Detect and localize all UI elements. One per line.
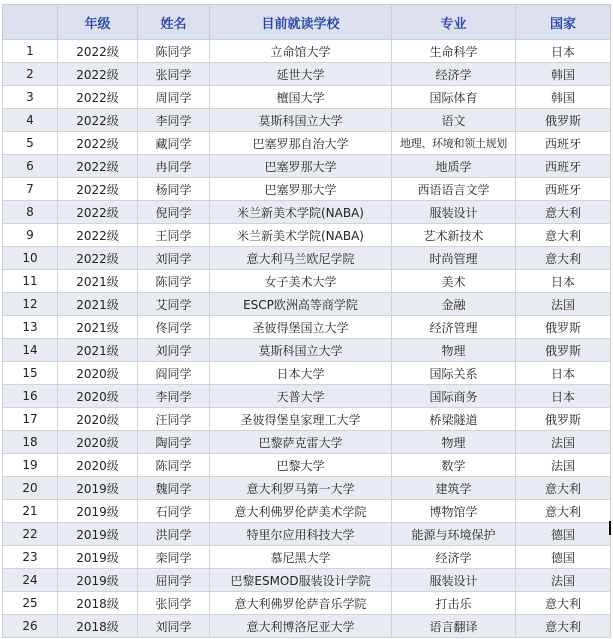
table-row bbox=[3, 431, 611, 454]
cell-grade: 2022级 bbox=[58, 132, 138, 155]
cell-country: 德国 bbox=[516, 546, 611, 569]
cell-index: 17 bbox=[3, 408, 58, 431]
cell-index: 19 bbox=[3, 454, 58, 477]
table-row bbox=[3, 178, 611, 201]
cell-name: 陈同学 bbox=[138, 40, 210, 63]
cell-school: 意大利佛罗伦萨美术学院 bbox=[210, 500, 392, 523]
table-row bbox=[3, 293, 611, 316]
cell-grade: 2021级 bbox=[58, 293, 138, 316]
cell-index: 13 bbox=[3, 316, 58, 339]
cell-country: 意大利 bbox=[516, 592, 611, 615]
cell-major: 艺术新技术 bbox=[392, 224, 516, 247]
cell-grade: 2022级 bbox=[58, 40, 138, 63]
cell-name: 张同学 bbox=[138, 63, 210, 86]
cell-grade: 2020级 bbox=[58, 385, 138, 408]
cell-index: 23 bbox=[3, 546, 58, 569]
cell-name: 栾同学 bbox=[138, 546, 210, 569]
cell-school: 意大利罗马第一大学 bbox=[210, 477, 392, 500]
cell-index: 20 bbox=[3, 477, 58, 500]
table-row bbox=[3, 339, 611, 362]
cell-country: 韩国 bbox=[516, 86, 611, 109]
cell-index: 18 bbox=[3, 431, 58, 454]
cell-index: 21 bbox=[3, 500, 58, 523]
students-table bbox=[2, 4, 611, 638]
cell-school: 檀国大学 bbox=[210, 86, 392, 109]
cell-country: 意大利 bbox=[516, 615, 611, 638]
cell-major: 经济管理 bbox=[392, 316, 516, 339]
cell-major: 打击乐 bbox=[392, 592, 516, 615]
cell-country: 日本 bbox=[516, 40, 611, 63]
header-index bbox=[3, 5, 58, 40]
table-row bbox=[3, 316, 611, 339]
cell-index: 15 bbox=[3, 362, 58, 385]
cell-major: 物理 bbox=[392, 339, 516, 362]
cell-school: 意大利博洛尼亚大学 bbox=[210, 615, 392, 638]
cell-school: 圣彼得堡皇家理工大学 bbox=[210, 408, 392, 431]
cell-index: 4 bbox=[3, 109, 58, 132]
cell-country: 俄罗斯 bbox=[516, 316, 611, 339]
cell-grade: 2021级 bbox=[58, 316, 138, 339]
cell-name: 艾同学 bbox=[138, 293, 210, 316]
cell-name: 石同学 bbox=[138, 500, 210, 523]
cell-name: 刘同学 bbox=[138, 339, 210, 362]
cell-name: 张同学 bbox=[138, 592, 210, 615]
cell-index: 6 bbox=[3, 155, 58, 178]
cell-index: 9 bbox=[3, 224, 58, 247]
cell-major: 西语语言文学 bbox=[392, 178, 516, 201]
cell-major: 国际关系 bbox=[392, 362, 516, 385]
cell-major: 物理 bbox=[392, 431, 516, 454]
table-row bbox=[3, 546, 611, 569]
table-header-row bbox=[3, 5, 611, 40]
table-row bbox=[3, 201, 611, 224]
cell-name: 佟同学 bbox=[138, 316, 210, 339]
cell-school: 日本大学 bbox=[210, 362, 392, 385]
cell-school: 延世大学 bbox=[210, 63, 392, 86]
cell-school: 米兰新美术学院(NABA) bbox=[210, 224, 392, 247]
cell-school: 米兰新美术学院(NABA) bbox=[210, 201, 392, 224]
table-row bbox=[3, 40, 611, 63]
table-row bbox=[3, 224, 611, 247]
cell-name: 藏同学 bbox=[138, 132, 210, 155]
cell-grade: 2022级 bbox=[58, 247, 138, 270]
cell-country: 俄罗斯 bbox=[516, 408, 611, 431]
cell-grade: 2021级 bbox=[58, 339, 138, 362]
cell-school: ESCP欧洲高等商学院 bbox=[210, 293, 392, 316]
table-row bbox=[3, 109, 611, 132]
cell-school: 巴塞罗那自治大学 bbox=[210, 132, 392, 155]
cell-name: 陈同学 bbox=[138, 454, 210, 477]
cell-school: 莫斯科国立大学 bbox=[210, 109, 392, 132]
table-body bbox=[3, 40, 611, 638]
table-row bbox=[3, 569, 611, 592]
cell-index: 14 bbox=[3, 339, 58, 362]
cell-school: 巴黎大学 bbox=[210, 454, 392, 477]
cell-grade: 2020级 bbox=[58, 431, 138, 454]
cell-grade: 2022级 bbox=[58, 63, 138, 86]
cell-country: 德国 bbox=[516, 523, 611, 546]
cell-grade: 2018级 bbox=[58, 615, 138, 638]
cell-name: 冉同学 bbox=[138, 155, 210, 178]
cell-name: 阎同学 bbox=[138, 362, 210, 385]
cell-major: 地质学 bbox=[392, 155, 516, 178]
cell-school: 特里尔应用科技大学 bbox=[210, 523, 392, 546]
cell-index: 8 bbox=[3, 201, 58, 224]
cell-major: 能源与环境保护 bbox=[392, 523, 516, 546]
cell-school: 巴黎萨克雷大学 bbox=[210, 431, 392, 454]
cell-name: 周同学 bbox=[138, 86, 210, 109]
table-row bbox=[3, 247, 611, 270]
cell-major: 金融 bbox=[392, 293, 516, 316]
cell-index: 5 bbox=[3, 132, 58, 155]
cell-index: 10 bbox=[3, 247, 58, 270]
cell-school: 巴塞罗那大学 bbox=[210, 155, 392, 178]
cell-country: 意大利 bbox=[516, 500, 611, 523]
table-row bbox=[3, 500, 611, 523]
cell-country: 意大利 bbox=[516, 224, 611, 247]
cell-index: 7 bbox=[3, 178, 58, 201]
cell-country: 俄罗斯 bbox=[516, 109, 611, 132]
cell-grade: 2020级 bbox=[58, 454, 138, 477]
table-row bbox=[3, 362, 611, 385]
cell-name: 李同学 bbox=[138, 385, 210, 408]
cell-country: 西班牙 bbox=[516, 178, 611, 201]
table-row bbox=[3, 523, 611, 546]
cell-grade: 2019级 bbox=[58, 523, 138, 546]
cell-major: 生命科学 bbox=[392, 40, 516, 63]
cell-grade: 2022级 bbox=[58, 155, 138, 178]
table-row bbox=[3, 615, 611, 638]
cell-school: 莫斯科国立大学 bbox=[210, 339, 392, 362]
cell-school: 天普大学 bbox=[210, 385, 392, 408]
cell-name: 刘同学 bbox=[138, 615, 210, 638]
cell-major: 博物馆学 bbox=[392, 500, 516, 523]
table-row bbox=[3, 408, 611, 431]
cell-grade: 2021级 bbox=[58, 270, 138, 293]
cell-index: 16 bbox=[3, 385, 58, 408]
cell-index: 11 bbox=[3, 270, 58, 293]
cell-grade: 2019级 bbox=[58, 546, 138, 569]
cell-major: 数学 bbox=[392, 454, 516, 477]
table-row bbox=[3, 155, 611, 178]
cell-country: 西班牙 bbox=[516, 132, 611, 155]
cell-school: 意大利佛罗伦萨音乐学院 bbox=[210, 592, 392, 615]
cell-name: 陶同学 bbox=[138, 431, 210, 454]
cell-school: 巴黎ESMOD服装设计学院 bbox=[210, 569, 392, 592]
cell-name: 陈同学 bbox=[138, 270, 210, 293]
cell-country: 日本 bbox=[516, 270, 611, 293]
cell-major: 国际商务 bbox=[392, 385, 516, 408]
cell-index: 12 bbox=[3, 293, 58, 316]
cell-grade: 2020级 bbox=[58, 408, 138, 431]
cell-grade: 2022级 bbox=[58, 224, 138, 247]
cell-major: 服装设计 bbox=[392, 201, 516, 224]
cell-grade: 2019级 bbox=[58, 477, 138, 500]
cell-name: 王同学 bbox=[138, 224, 210, 247]
cell-name: 魏同学 bbox=[138, 477, 210, 500]
cell-major: 美术 bbox=[392, 270, 516, 293]
cell-name: 倪同学 bbox=[138, 201, 210, 224]
cell-school: 女子美术大学 bbox=[210, 270, 392, 293]
cell-index: 3 bbox=[3, 86, 58, 109]
table-row bbox=[3, 270, 611, 293]
cell-major: 语言翻译 bbox=[392, 615, 516, 638]
table-row bbox=[3, 477, 611, 500]
cell-name: 刘同学 bbox=[138, 247, 210, 270]
table-row bbox=[3, 86, 611, 109]
cell-school: 巴塞罗那大学 bbox=[210, 178, 392, 201]
table-row bbox=[3, 454, 611, 477]
cell-name: 杨同学 bbox=[138, 178, 210, 201]
header-school: 目前就读学校 bbox=[210, 5, 392, 40]
cell-name: 洪同学 bbox=[138, 523, 210, 546]
cell-country: 意大利 bbox=[516, 201, 611, 224]
cell-grade: 2019级 bbox=[58, 569, 138, 592]
cell-grade: 2022级 bbox=[58, 86, 138, 109]
table-row bbox=[3, 592, 611, 615]
cell-country: 俄罗斯 bbox=[516, 339, 611, 362]
cell-name: 屈同学 bbox=[138, 569, 210, 592]
cell-major: 经济学 bbox=[392, 63, 516, 86]
cell-country: 意大利 bbox=[516, 477, 611, 500]
cell-grade: 2022级 bbox=[58, 178, 138, 201]
table-row bbox=[3, 385, 611, 408]
cell-grade: 2019级 bbox=[58, 500, 138, 523]
header-name: 姓名 bbox=[138, 5, 210, 40]
cell-index: 22 bbox=[3, 523, 58, 546]
header-country: 国家 bbox=[516, 5, 611, 40]
cell-grade: 2022级 bbox=[58, 201, 138, 224]
cell-name: 汪同学 bbox=[138, 408, 210, 431]
cell-country: 日本 bbox=[516, 362, 611, 385]
cell-major: 建筑学 bbox=[392, 477, 516, 500]
cell-major: 桥梁隧道 bbox=[392, 408, 516, 431]
cell-school: 意大利马兰欧尼学院 bbox=[210, 247, 392, 270]
cell-grade: 2022级 bbox=[58, 109, 138, 132]
cell-index: 24 bbox=[3, 569, 58, 592]
cell-school: 立命馆大学 bbox=[210, 40, 392, 63]
cell-index: 25 bbox=[3, 592, 58, 615]
cell-index: 1 bbox=[3, 40, 58, 63]
table-row bbox=[3, 63, 611, 86]
cell-major: 服装设计 bbox=[392, 569, 516, 592]
cell-country: 日本 bbox=[516, 385, 611, 408]
text-cursor bbox=[609, 521, 611, 535]
header-grade: 年级 bbox=[58, 5, 138, 40]
cell-name: 李同学 bbox=[138, 109, 210, 132]
cell-major: 语文 bbox=[392, 109, 516, 132]
cell-country: 法国 bbox=[516, 569, 611, 592]
cell-country: 法国 bbox=[516, 431, 611, 454]
table-row bbox=[3, 132, 611, 155]
header-major: 专业 bbox=[392, 5, 516, 40]
cell-country: 法国 bbox=[516, 293, 611, 316]
cell-country: 西班牙 bbox=[516, 155, 611, 178]
cell-grade: 2018级 bbox=[58, 592, 138, 615]
cell-school: 圣彼得堡国立大学 bbox=[210, 316, 392, 339]
cell-grade: 2020级 bbox=[58, 362, 138, 385]
cell-index: 2 bbox=[3, 63, 58, 86]
cell-school: 慕尼黑大学 bbox=[210, 546, 392, 569]
cell-country: 法国 bbox=[516, 454, 611, 477]
cell-major: 时尚管理 bbox=[392, 247, 516, 270]
cell-major: 经济学 bbox=[392, 546, 516, 569]
cell-major: 地理、环境和领土规划 bbox=[392, 132, 516, 155]
cell-index: 26 bbox=[3, 615, 58, 638]
cell-country: 韩国 bbox=[516, 63, 611, 86]
cell-country: 意大利 bbox=[516, 247, 611, 270]
cell-major: 国际体育 bbox=[392, 86, 516, 109]
